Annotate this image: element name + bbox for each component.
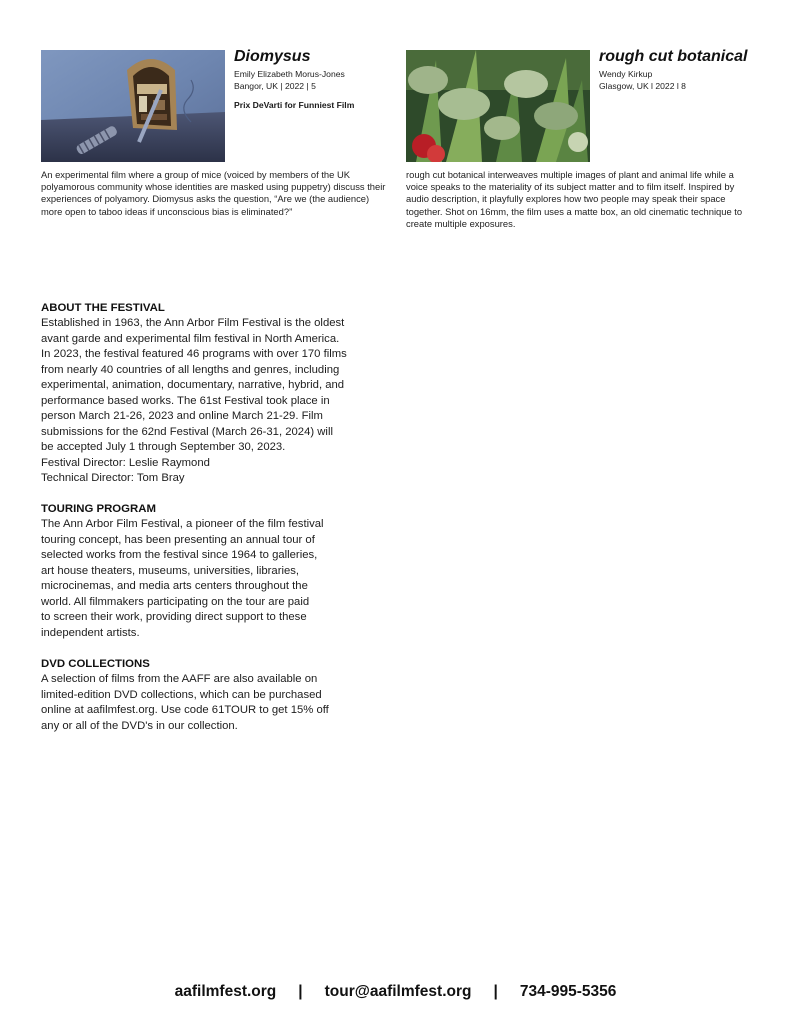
dvd-heading: DVD COLLECTIONS — [41, 658, 150, 670]
text-line: The Ann Arbor Film Festival, a pioneer of the film festival — [41, 518, 324, 530]
text-line: avant garde and experimental film festival in North America. — [41, 332, 340, 345]
text-line: submissions for the 62nd Festival (March 26-31, 2024) will — [41, 425, 333, 438]
filmmaker-name: Wendy Kirkup — [599, 69, 653, 79]
footer-separator: | — [298, 983, 303, 1000]
text-line: performance based works. The 61st Festival took place in — [41, 394, 330, 407]
diomysus-film-still — [41, 50, 225, 162]
about-text — [41, 316, 381, 487]
text-line: touring concept, has been presenting an annual tour of — [41, 533, 315, 546]
text-line: from nearly 40 countries of all lengths and genres, including — [41, 363, 340, 376]
touring-heading: TOURING PROGRAM — [41, 503, 156, 515]
text-line: any or all of the DVD's in our collection. — [41, 719, 238, 732]
footer-separator: | — [493, 983, 498, 1000]
phone-number[interactable]: 734-995-5356 — [519, 983, 617, 1000]
text-line: limited-edition DVD collections, which can be purchased — [41, 688, 322, 701]
filmmaker-name: Emily Elizabeth Morus-Jones — [234, 69, 345, 79]
text-line: A selection of films from the AAFF are also available on — [41, 673, 318, 685]
rough-cut-botanical-film-still — [406, 50, 590, 162]
film-title: Diomysus — [234, 48, 311, 65]
text-line: experimental, animation, documentary, narrative, hybrid, and — [41, 379, 345, 392]
touring-text — [41, 517, 381, 641]
text-line: online at aafilmfest.org. Use code 61TOUR to get 15% off — [41, 704, 329, 717]
about-heading: ABOUT THE FESTIVAL — [41, 302, 165, 314]
email-link[interactable]: tour@aafilmfest.org — [324, 983, 472, 1000]
text-line: world. All filmmakers participating on the tour are paid — [41, 595, 310, 608]
text-line: person March 21-26, 2023 and online March 21-29. Film — [41, 410, 323, 423]
text-line: Established in 1963, the Ann Arbor Film Festival is the oldest — [41, 317, 345, 329]
text-line: be accepted July 1 through September 30, 2023. — [41, 441, 286, 454]
dvd-text — [41, 672, 381, 734]
text-line: selected works from the festival since 1964 to galleries, — [41, 549, 318, 562]
film-description: rough cut botanical interweaves multiple images of plant and animal life while a voice speaks to the materiality of its subject matter and to film itself. Inspired by audio description, it playfully explores how two people may speak their space together. Shot on 16mm, the film uses a matte box, an old cinematic technique to create multiple exposures. — [406, 169, 743, 229]
text-line: independent artists. — [41, 626, 140, 639]
festival-director: Festival Director: Leslie Raymond — [41, 456, 210, 469]
text-line: microcinemas, and media arts centers throughout the — [41, 580, 308, 593]
film-award: Prix DeVarti for Funniest Film — [234, 100, 355, 110]
mouse-doorway-image — [41, 50, 225, 162]
website-link[interactable]: aafilmfest.org — [174, 983, 277, 1000]
contact-footer — [0, 980, 791, 1004]
text-line: art house theaters, museums, universities, libraries, — [41, 564, 300, 577]
plants-image — [406, 50, 590, 162]
text-line: In 2023, the festival featured 46 programs with over 170 films — [41, 348, 347, 361]
film-title: rough cut botanical — [599, 48, 748, 65]
film-details: Glasgow, UK l 2022 l 8 — [599, 81, 686, 91]
film-details: Bangor, UK | 2022 | 5 — [234, 81, 316, 91]
text-line: to screen their work, providing direct support to these — [41, 611, 307, 624]
film-description: An experimental film where a group of mice (voiced by members of the UK polyamorous community whose identities are masked using puppetry) discuss their experiences of polyamory. Diomysus asks the question, “Are we (the audience) more open to taboo ideas if unconscious bias is eliminated?” — [41, 169, 386, 217]
technical-director: Technical Director: Tom Bray — [41, 472, 185, 485]
